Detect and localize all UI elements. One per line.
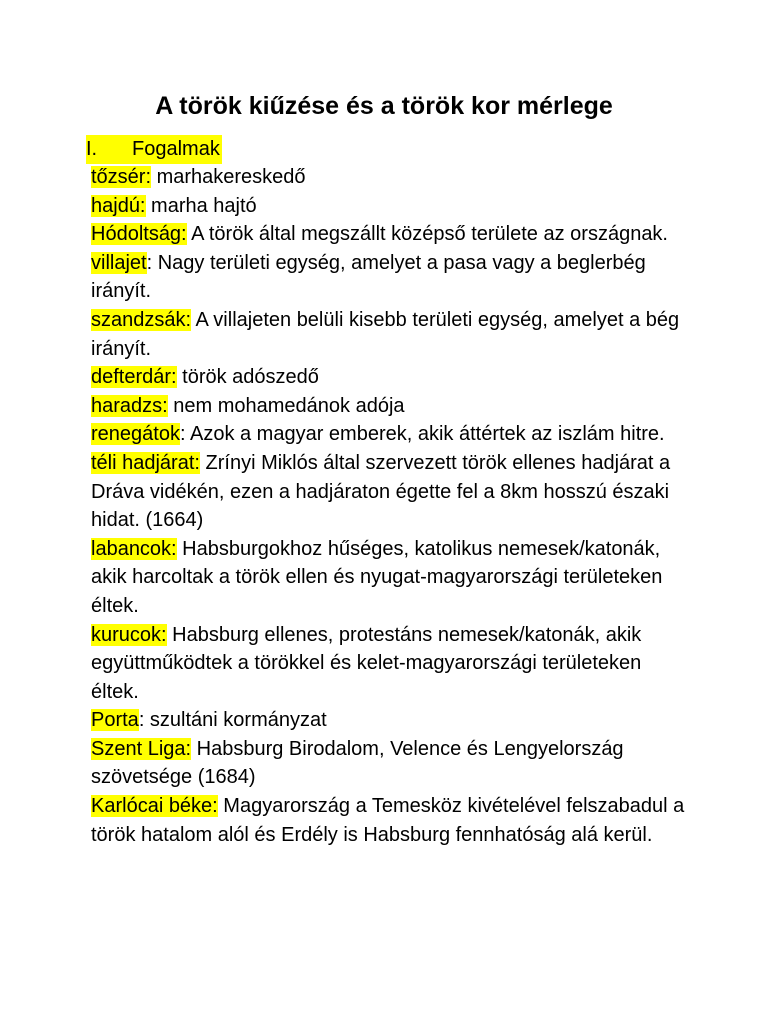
glossary-term: kurucok: — [91, 623, 167, 646]
glossary-definition: marhakereskedő — [151, 166, 306, 188]
glossary-entry — [91, 249, 691, 306]
glossary-entry — [91, 192, 691, 221]
glossary-definition: Azok a magyar emberek, akik áttértek az iszlám hitre. — [185, 423, 665, 446]
glossary-entry — [91, 621, 691, 707]
glossary-definition: Zrínyi Miklós által szervezett török ellenes hadjárat a Dráva vidékén, ezen a hadjáraton égette fel a 8km hosszú északi hidat. (1664) — [91, 451, 671, 532]
glossary-definition: Magyarország a Temesköz kivételével felszabadul a török hatalom alól és Erdély is Habsburg fennhatóság alá kerül. — [91, 795, 685, 846]
glossary-term: Porta — [91, 709, 139, 732]
glossary-term-suffix: : — [146, 251, 153, 274]
glossary-definition: Habsburgokhoz hűséges, katolikus nemesek/katonák, akik harcoltak a török ellen és nyugat-magyarországi területeken éltek. — [91, 537, 663, 617]
glossary-term: labancok: — [91, 537, 177, 560]
glossary-term: Karlócai béke: — [91, 795, 218, 818]
glossary-term: defterdár: — [91, 366, 177, 389]
page-title: A török kiűzése és a török kor mérlege — [155, 92, 613, 120]
glossary-definition: török adószedő — [176, 366, 319, 389]
glossary-definition: A török által megszállt középső területe az országnak. — [186, 223, 668, 246]
glossary-entry — [91, 735, 691, 792]
glossary-term: tőzsér: — [91, 166, 152, 188]
glossary-term-suffix: : — [179, 423, 186, 446]
glossary-term: haradzs: — [91, 394, 168, 417]
glossary-definition: nem mohamedánok adója — [167, 394, 405, 417]
glossary-definition: Nagy területi egység, amelyet a pasa vagy a beglerbég irányít. — [91, 251, 646, 303]
glossary-definition: marha hajtó — [145, 194, 257, 217]
glossary-entry — [91, 220, 691, 249]
glossary-definition: Habsburg ellenes, protestáns nemesek/katonák, akik együttműködtek a törökkel és kelet-magyarországi területeken éltek. — [91, 623, 642, 703]
glossary-definition: Habsburg Birodalom, Velence és Lengyelország szövetsége (1684) — [91, 737, 624, 789]
glossary-entry — [91, 363, 691, 392]
section-heading — [86, 135, 222, 164]
glossary-term: renegátok — [91, 423, 180, 446]
glossary-entry — [91, 706, 691, 735]
glossary-entry — [91, 306, 691, 363]
glossary-term: villajet — [91, 251, 147, 274]
glossary-entry — [91, 792, 691, 849]
glossary-list — [91, 163, 691, 849]
glossary-term-suffix: : — [138, 709, 145, 732]
glossary-entry — [91, 420, 691, 449]
section-number: I. — [86, 138, 98, 160]
glossary-term: téli hadjárat: — [91, 451, 200, 474]
glossary-term: Szent Liga: — [91, 737, 192, 760]
glossary-entry — [91, 449, 691, 535]
glossary-definition: A villajeten belüli kisebb területi egység, amelyet a bég irányít. — [91, 308, 680, 360]
glossary-entry — [91, 163, 691, 192]
glossary-entry — [91, 535, 691, 621]
glossary-definition: szultáni kormányzat — [144, 709, 327, 732]
glossary-term: hajdú: — [91, 194, 146, 217]
glossary-term: Hódoltság: — [91, 223, 187, 246]
glossary-term: szandzsák: — [91, 308, 192, 331]
glossary-entry — [91, 392, 691, 421]
section-label: Fogalmak — [132, 138, 220, 160]
